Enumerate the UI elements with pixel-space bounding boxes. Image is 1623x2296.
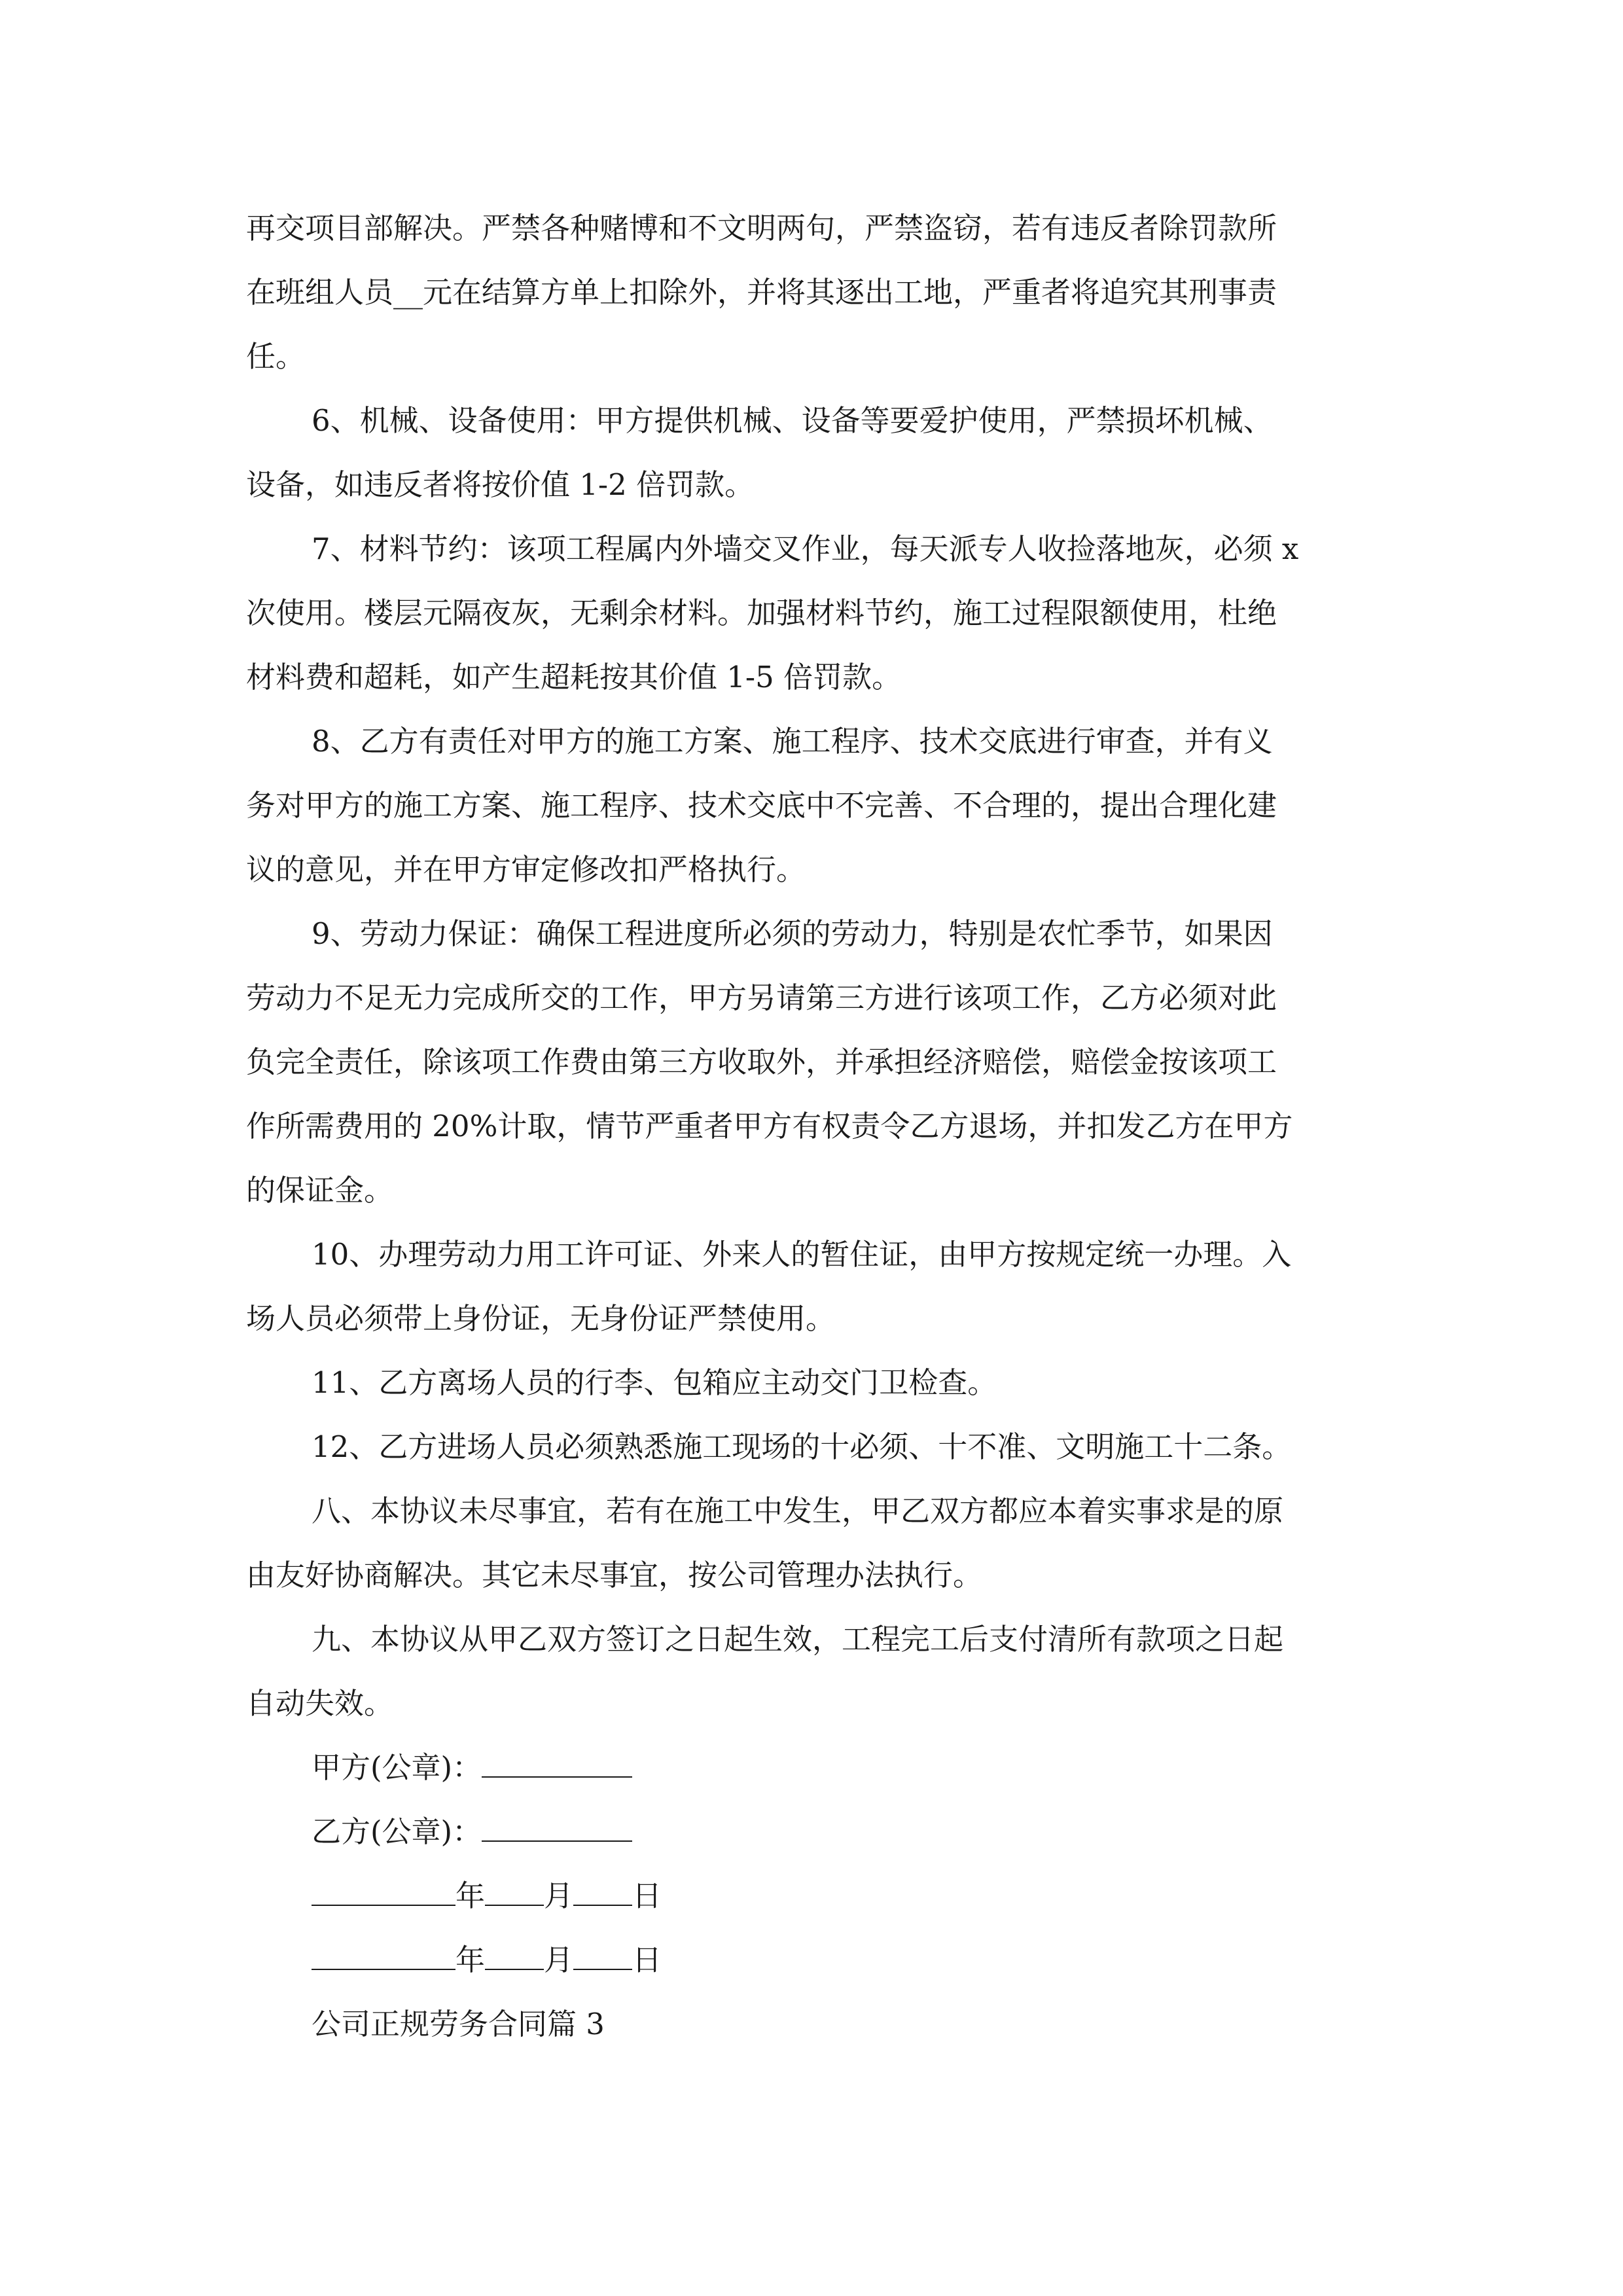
paragraph-section-9 — [246, 1607, 1385, 1736]
paragraph-item-7 — [246, 517, 1385, 709]
text-line: 8、乙方有责任对甲方的施工方案、施工程序、技术交底进行审查，并有义 — [312, 724, 1273, 759]
year-blank[interactable] — [312, 1878, 455, 1906]
party-b-label: 乙方(公章)： — [312, 1814, 482, 1849]
party-b-signature — [246, 1800, 1385, 1864]
day-blank[interactable] — [573, 1878, 632, 1906]
paragraph-item-9 — [246, 902, 1385, 1223]
text-line: 的保证金。 — [246, 1173, 394, 1208]
text-line: 八、本协议未尽事宜，若有在施工中发生，甲乙双方都应本着实事求是的原 — [312, 1494, 1284, 1528]
paragraph-item-11 — [246, 1351, 1385, 1415]
year-label: 年 — [455, 1878, 486, 1913]
text-line: 次使用。楼层元隔夜灰，无剩余材料。加强材料节约，施工过程限额使用，杜绝 — [246, 596, 1277, 630]
month-label: 月 — [544, 1878, 574, 1913]
text-line: 九、本协议从甲乙双方签订之日起生效，工程完工后支付清所有款项之日起 — [312, 1622, 1284, 1657]
party-a-label: 甲方(公章)： — [312, 1750, 482, 1785]
text-line: 12、乙方进场人员必须熟悉施工现场的十必须、十不准、文明施工十二条。 — [312, 1429, 1292, 1464]
paragraph-item-6 — [246, 389, 1385, 517]
month-label: 月 — [544, 1943, 574, 1977]
text-line: 材料费和超耗，如产生超耗按其价值 1-5 倍罚款。 — [246, 660, 902, 694]
day-label: 日 — [632, 1943, 662, 1977]
text-line: 任。 — [246, 339, 306, 374]
month-blank[interactable] — [485, 1878, 544, 1906]
text-line: 9、劳动力保证：确保工程进度所必须的劳动力，特别是农忙季节，如果因 — [312, 916, 1273, 951]
text-line: 7、材料节约：该项工程属内外墙交叉作业，每天派专人收捡落地灰，必须 x — [312, 531, 1299, 566]
date-line-1 — [246, 1864, 1385, 1928]
next-section-title: 公司正规劳务合同篇 3 — [312, 2007, 605, 2041]
text-line: 场人员必须带上身份证，无身份证严禁使用。 — [246, 1301, 836, 1336]
text-line: 由友好协商解决。其它未尽事宜，按公司管理办法执行。 — [246, 1558, 983, 1592]
paragraph-item-12 — [246, 1415, 1385, 1479]
text-line: 再交项目部解决。严禁各种赌博和不文明两句，严禁盗窃，若有违反者除罚款所 — [246, 211, 1277, 245]
party-b-blank[interactable] — [482, 1814, 632, 1842]
date-line-2 — [246, 1928, 1385, 1992]
year-blank[interactable] — [312, 1943, 455, 1970]
text-line: 6、机械、设备使用：甲方提供机械、设备等要爱护使用，严禁损坏机械、 — [312, 403, 1273, 438]
text-line: 作所需费用的 20%计取，情节严重者甲方有权责令乙方退场，并扣发乙方在甲方 — [246, 1109, 1293, 1143]
text-line: 设备，如违反者将按价值 1-2 倍罚款。 — [246, 467, 755, 502]
party-a-signature — [246, 1736, 1385, 1800]
text-line: 11、乙方离场人员的行李、包箱应主动交门卫检查。 — [312, 1365, 997, 1400]
text-line: 务对甲方的施工方案、施工程序、技术交底中不完善、不合理的，提出合理化建 — [246, 788, 1277, 823]
document-page — [246, 196, 1385, 2056]
paragraph-item-8 — [246, 709, 1385, 902]
paragraph-item-10 — [246, 1223, 1385, 1351]
paragraph-continuation — [246, 196, 1385, 389]
text-line: 在班组人员__元在结算方单上扣除外，并将其逐出工地，严重者将追究其刑事责 — [246, 275, 1277, 310]
month-blank[interactable] — [485, 1943, 544, 1970]
text-line: 议的意见，并在甲方审定修改扣严格执行。 — [246, 852, 806, 887]
day-blank[interactable] — [573, 1943, 632, 1970]
party-a-blank[interactable] — [482, 1750, 632, 1778]
text-line: 10、办理劳动力用工许可证、外来人的暂住证，由甲方按规定统一办理。入 — [312, 1237, 1292, 1272]
text-line: 负完全责任，除该项工作费由第三方收取外，并承担经济赔偿，赔偿金按该项工 — [246, 1045, 1277, 1079]
paragraph-section-8 — [246, 1479, 1385, 1607]
text-line: 自动失效。 — [246, 1686, 394, 1721]
day-label: 日 — [632, 1878, 662, 1913]
year-label: 年 — [455, 1943, 486, 1977]
text-line: 劳动力不足无力完成所交的工作，甲方另请第三方进行该项工作，乙方必须对此 — [246, 980, 1277, 1015]
